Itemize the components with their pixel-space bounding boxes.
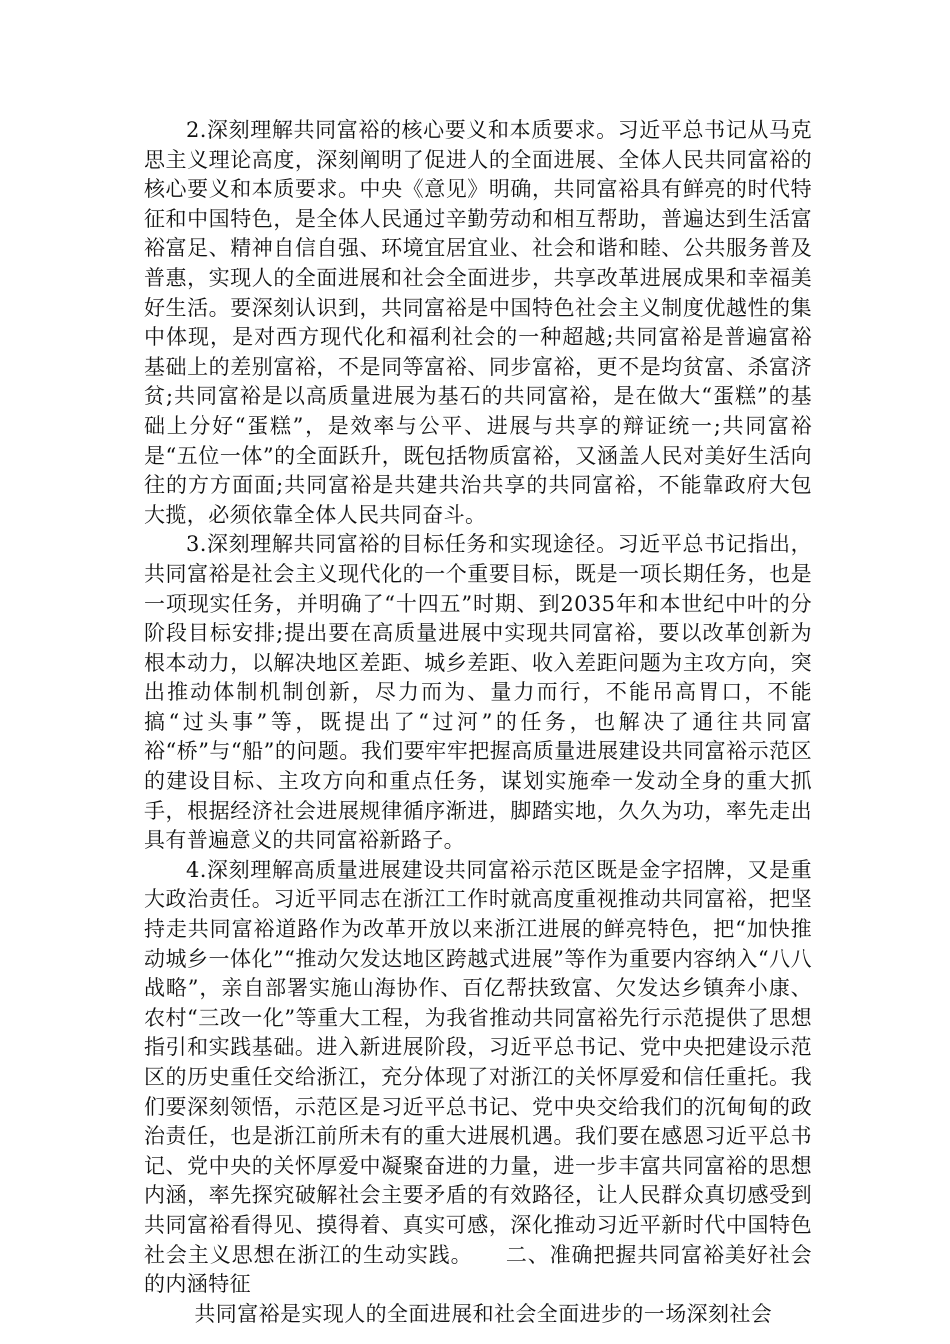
paragraph-2-core-meaning: 2.深刻理解共同富裕的核心要义和本质要求。习近平总书记从马克思主义理论高度，深刻阐明了促进人的全面进展、全体人民共同富裕的核心要义和本质要求。中央《意见》明确，共同富裕具有鲜亮的时代特征和中国特色，是全体人民通过辛勤劳动和相互帮助，普遍达到生活富裕富足、精神自信自强、环境宜居宜业、社会和谐和睦、公共服务普及普惠，实现人的全面进展和社会全面进步，共享改革进展成果和幸福美好生活。要深刻认识到，共同富裕是中国特色社会主义制度优越性的集中体现，是对西方现代化和福利社会的一种超越;共同富裕是普遍富裕基础上的差别富裕，不是同等富裕、同步富裕，更不是均贫富、杀富济贫;共同富裕是以高质量进展为基石的共同富裕，是在做大“蛋糕”的基础上分好“蛋糕”，是效率与公平、进展与共享的辩证统一;共同富裕是“五位一体”的全面跃升，既包括物质富裕，又涵盖人民对美好生活向往的方方面面;共同富裕是共建共治共享的共同富裕，不能靠政府大包大揽，必须依靠全体人民共同奋斗。	[144, 118, 812, 527]
paragraph-section-2-intro: 共同富裕是实现人的全面进展和社会全面进步的一场深刻社会	[194, 1301, 773, 1326]
document-body	[144, 116, 812, 1329]
paragraph-4-demonstration-zone: 4.深刻理解高质量进展建设共同富裕示范区既是金字招牌，又是重大政治责任。习近平同志在浙江工作时就高度重视推动共同富裕，把坚持走共同富裕道路作为改革开放以来浙江进展的鲜亮特色，把“加快推动城乡一体化”“推动欠发达地区跨越式进展”等作为重要内容纳入“八八战略”，亲自部署实施山海协作、百亿帮扶致富、欠发达乡镇奔小康、农村“三改一化”等重大工程，为我省推动共同富裕先行示范提供了思想指引和实践基础。进入新进展阶段，习近平总书记、党中央把建设示范区的历史重任交给浙江，充分体现了对浙江的关怀厚爱和信任重托。我们要深刻领悟，示范区是习近平总书记、党中央交给我们的沉甸甸的政治责任，也是浙江前所未有的重大进展机遇。我们要在感恩习近平总书记、党中央的关怀厚爱中凝聚奋进的力量，进一步丰富共同富裕的思想内涵，率先探究破解社会主要矛盾的有效路径，让人民群众真切感受到共同富裕看得见、摸得着、真实可感，深化推动习近平新时代中国特色社会主义思想在浙江的生动实践。 二、准确把握共同富裕美好社会的内涵特征	[144, 857, 812, 1297]
paragraph-3-goals-and-paths: 3.深刻理解共同富裕的目标任务和实现途径。习近平总书记指出，共同富裕是社会主义现代化的一个重要目标，既是一项长期任务，也是一项现实任务，并明确了“十四五”时期、到2035年和本世纪中叶的分阶段目标安排;提出要在高质量进展中实现共同富裕，要以改革创新为根本动力，以解决地区差距、城乡差距、收入差距问题为主攻方向，突出推动体制机制创新，尽力而为、量力而行，不能吊高胃口，不能搞“过头事”等，既提出了“过河”的任务，也解决了通往共同富裕“桥”与“船”的问题。我们要牢牢把握高质量进展建设共同富裕示范区的建设目标、主攻方向和重点任务，谋划实施牵一发动全身的重大抓手，根据经济社会进展规律循序渐进，脚踏实地，久久为功，率先走出具有普遍意义的共同富裕新路子。	[144, 532, 812, 853]
